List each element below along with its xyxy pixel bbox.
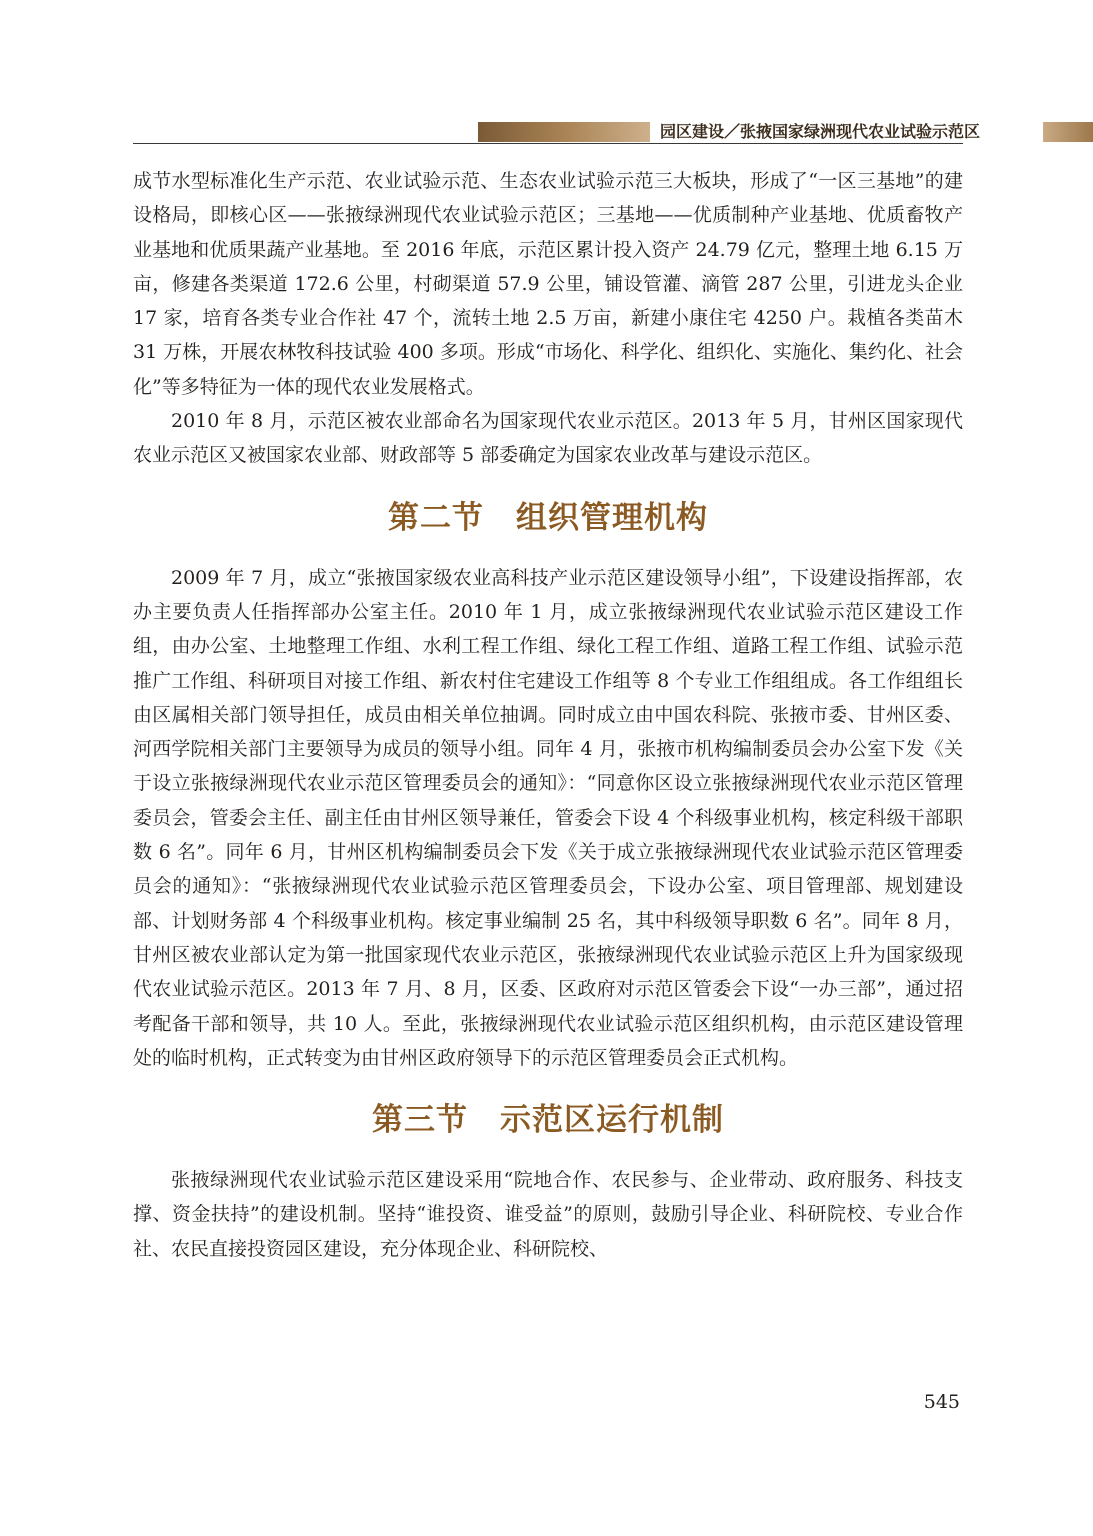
running-title: 园区建设／张掖国家绿洲现代农业试验示范区 <box>660 122 981 141</box>
paragraph: 2010 年 8 月，示范区被农业部命名为国家现代农业示范区。2013 年 5 月，甘州区国家现代农业示范区又被国家农业部、财政部等 5 部委确定为国家农业改革与建设示范区。 <box>133 410 963 467</box>
header-rule <box>133 143 963 144</box>
page-body <box>133 164 963 1266</box>
page-number: 545 <box>923 1391 960 1413</box>
paragraph: 张掖绿洲现代农业试验示范区建设采用“院地合作、农民参与、企业带动、政府服务、科技支撑、资金扶持”的建设机制。坚持“谁投资、谁受益”的原则，鼓励引导企业、科研院校、专业合作社、农民直接投资园区建设，充分体现企业、科研院校、 <box>133 1169 963 1260</box>
paragraph-continued: 成节水型标准化生产示范、农业试验示范、生态农业试验示范三大板块，形成了“一区三基地”的建设格局，即核心区——张掖绿洲现代农业试验示范区；三基地——优质制种产业基地、优质畜牧产业基地和优质果蔬产业基地。至 2016 年底，示范区累计投入资产 24.79 亿元，整理土地 6.15 万亩，修建各类渠道 172.6 公里，村砌渠道 57.9 公里，铺设管灌、滴管 287 公里，引进龙头企业 17 家，培育各类专业合作社 47 个，流转土地 2.5 万亩，新建小康住宅 4250 户。栽植各类苗木 31 万株，开展农林牧科技试验 400 多项。形成“市场化、科学化、组织化、实施化、集约化、社会化”等多特征为一体的现代农业发展格式。 <box>133 170 963 398</box>
running-header <box>133 118 981 146</box>
paragraph: 2009 年 7 月，成立“张掖国家级农业高科技产业示范区建设领导小组”，下设建设指挥部，农办主要负责人任指挥部办公室主任。2010 年 1 月，成立张掖绿洲现代农业试验示范区建设工作组，由办公室、土地整理工作组、水利工程工作组、绿化工程工作组、道路工程工作组、试验示范推广工作组、科研项目对接工作组、新农村住宅建设工作组等 8 个专业工作组组成。各工作组组长由区属相关部门领导担任，成员由相关单位抽调。同时成立由中国农科院、张掖市委、甘州区委、河西学院相关部门主要领导为成员的领导小组。同年 4 月，张掖市机构编制委员会办公室下发《关于设立张掖绿洲现代农业示范区管理委员会的通知》：“同意你区设立张掖绿洲现代农业示范区管理委员会，管委会主任、副主任由甘州区领导兼任，管委会下设 4 个科级事业机构，核定科级干部职数 6 名”。同年 6 月，甘州区机构编制委员会下发《关于成立张掖绿洲现代农业试验示范区管理委员会的通知》：“张掖绿洲现代农业试验示范区管理委员会，下设办公室、项目管理部、规划建设部、计划财务部 4 个科级事业机构。核定事业编制 25 名，其中科级领导职数 6 名”。同年 8 月，甘州区被农业部认定为第一批国家现代农业示范区，张掖绿洲现代农业试验示范区上升为国家级现代农业试验示范区。2013 年 7 月、8 月，区委、区政府对示范区管委会下设“一办三部”，通过招考配备干部和领导，共 10 人。至此，张掖绿洲现代农业试验示范区组织机构，由示范区建设管理处的临时机构，正式转变为由甘州区政府领导下的示范区管理委员会正式机构。 <box>133 566 963 1069</box>
header-decor-bar-right <box>1043 122 1093 142</box>
section-title-3: 第三节 示范区运行机制 <box>372 1102 724 1139</box>
section-title-2: 第二节 组织管理机构 <box>388 499 708 536</box>
header-decor-bar-left <box>478 122 650 142</box>
